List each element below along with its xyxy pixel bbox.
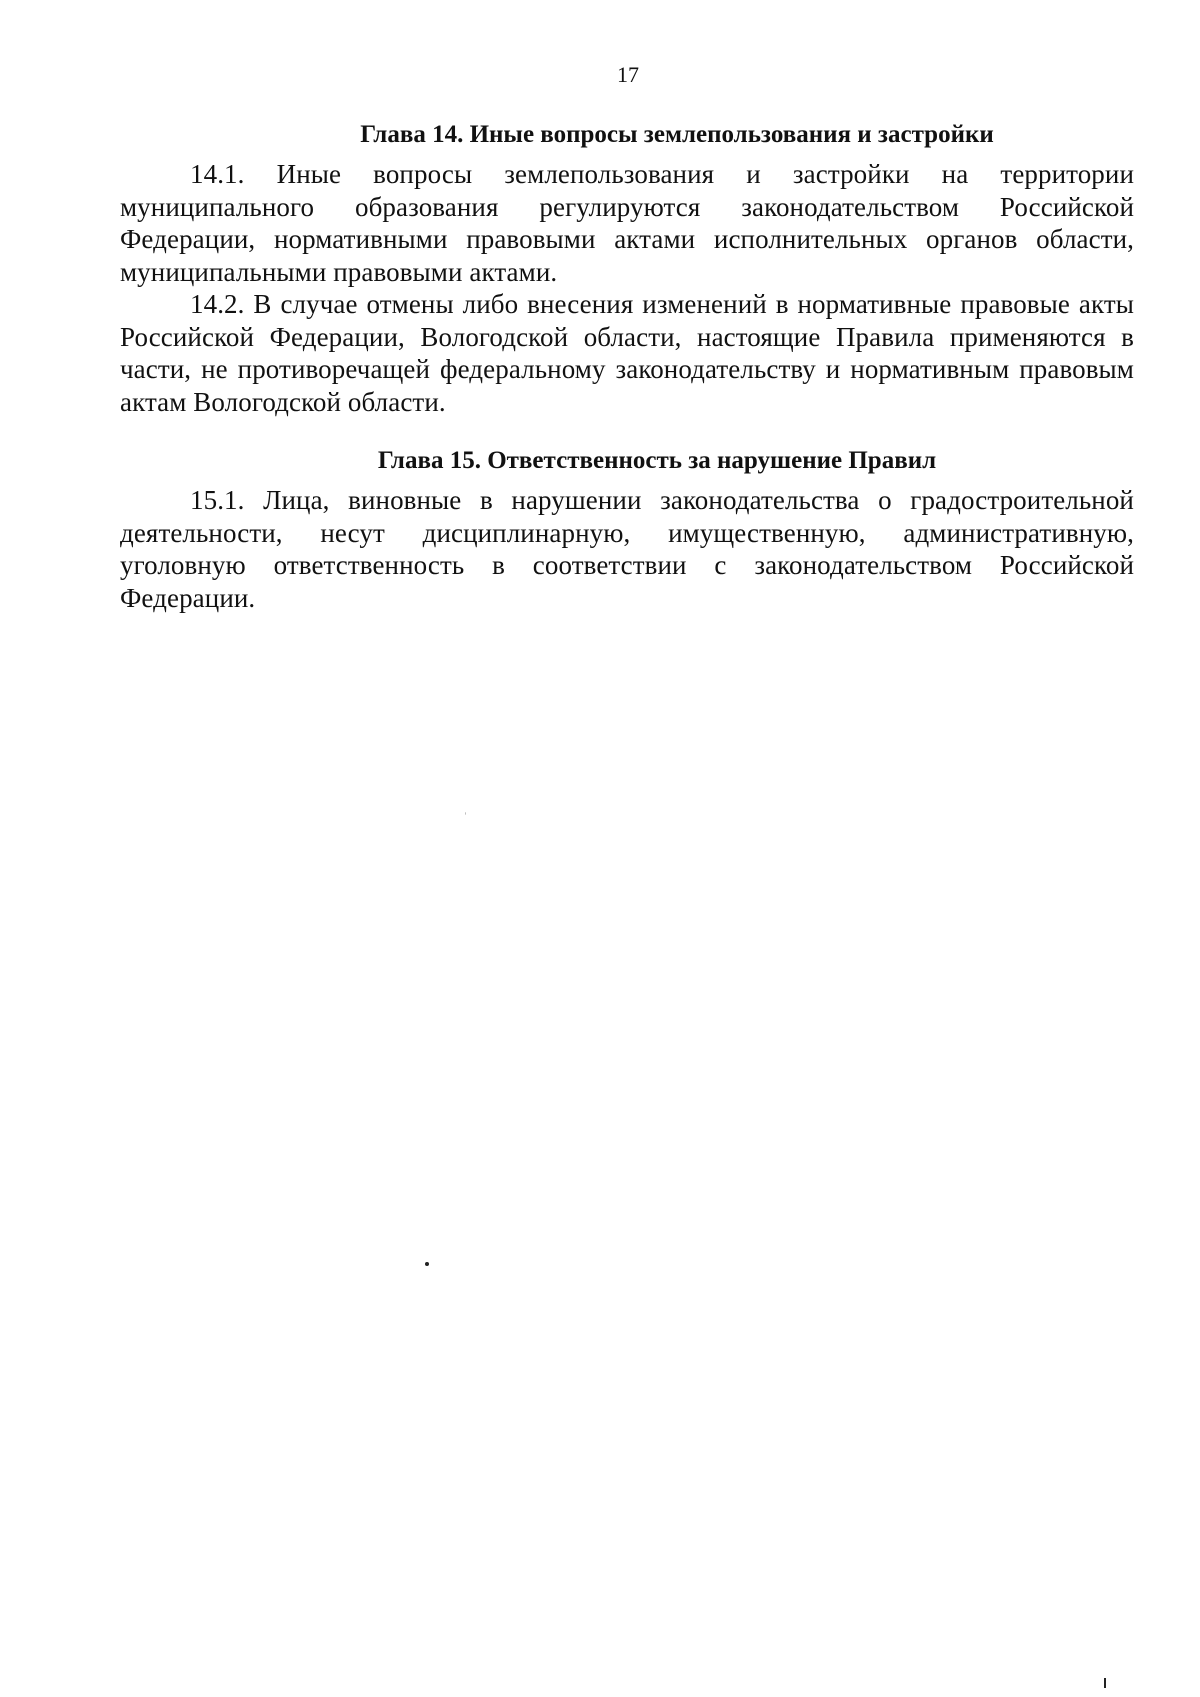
paragraph-14-2: 14.2. В случае отмены либо внесения изменений в нормативные правовые акты Российской Федерации, Вологодской области, настоящие Правила применяются в части, не противоречащей федеральному законодательству и нормативным правовым актам Вологодской области. bbox=[120, 289, 1134, 417]
chapter-14 bbox=[120, 118, 1134, 418]
scan-speck bbox=[1104, 1678, 1106, 1688]
paragraph-14-1: 14.1. Иные вопросы землепользования и застройки на территории муниципального образования регулируются законодательством Российской Федерации, нормативными правовыми актами исполнительных органов области, муниципальными правовыми актами. bbox=[120, 159, 1134, 287]
chapter-title: Глава 15. Ответственность за нарушение Правил bbox=[377, 447, 937, 474]
scan-speck bbox=[425, 1262, 429, 1266]
scan-speck bbox=[465, 812, 466, 815]
page-number: 17 bbox=[617, 62, 639, 87]
chapter-15 bbox=[120, 444, 1134, 614]
paragraph-15-1: 15.1. Лица, виновные в нарушении законодательства о градостроительной деятельности, несут дисциплинарную, имущественную, административную, уголовную ответственность в соответствии с законодательством Российской Федерации. bbox=[120, 485, 1134, 613]
document-body bbox=[120, 118, 1134, 614]
chapter-title: Глава 14. Иные вопросы землепользования и застройки bbox=[360, 121, 994, 148]
